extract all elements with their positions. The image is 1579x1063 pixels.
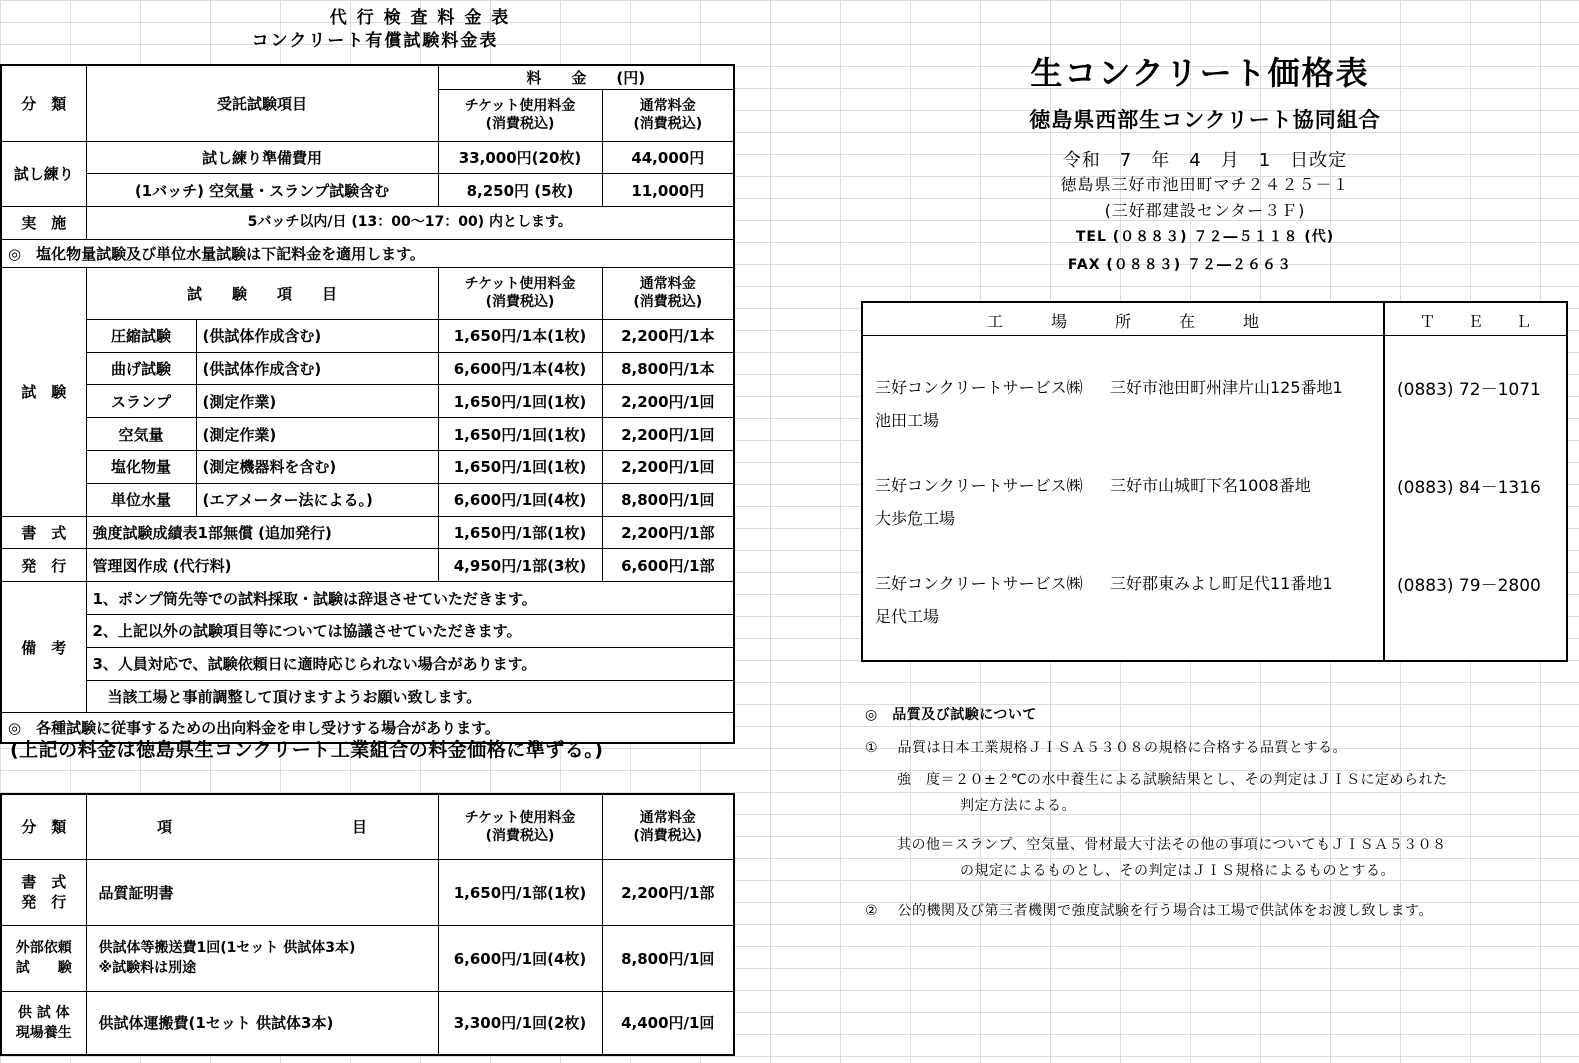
trial-ticket: 8,250円 (5枚) bbox=[438, 174, 602, 207]
test-row-normal: 8,800円/1本 bbox=[602, 352, 734, 385]
address: 徳島県三好市池田町マチ２４２５－１ bbox=[1060, 175, 1350, 194]
test-row-detail: (測定作業) bbox=[196, 418, 438, 451]
test-row-normal: 8,800円/1回 bbox=[602, 483, 734, 516]
doc-normal: 6,600円/1部 bbox=[602, 549, 734, 582]
doc-item: 管理図作成 (代行料) bbox=[86, 549, 438, 582]
factory-address: 三好市山城町下名1008番地 bbox=[1110, 476, 1311, 495]
t2-normal: 4,400円/1回 bbox=[602, 991, 734, 1055]
test-row-detail: (供試体作成含む) bbox=[196, 352, 438, 385]
factory-address: 三好郡東みよし町足代11番地1 bbox=[1110, 574, 1333, 593]
t2-item: 供試体運搬費(1セット 供試体3本) bbox=[86, 991, 438, 1055]
quality-line: 強 度＝２０±２℃の水中養生による試験結果とし、その判定はＪＩＳに定められた bbox=[897, 772, 1448, 788]
factory-plant: 足代工場 bbox=[875, 607, 940, 626]
test-header-item: 試 験 項 目 bbox=[86, 267, 438, 319]
doc-ticket: 1,650円/1部(1枚) bbox=[438, 516, 602, 549]
quality-line: 其の他＝スランプ、空気量、骨材最大寸法その他の事項についてもＪＩＳＡ５３０８ bbox=[897, 837, 1447, 853]
price-basis-note: (上記の料金は徳島県生コンクリート工業組合の料金価格に準ずる。) bbox=[10, 739, 604, 761]
test-row-name: 単位水量 bbox=[86, 483, 196, 516]
test-row-detail: (測定機器料を含む) bbox=[196, 451, 438, 484]
fax-number: FAX (０８８３) ７２―２６６３ bbox=[1067, 257, 1293, 273]
test-header-ticket: チケット使用料金 (消費税込) bbox=[438, 267, 602, 319]
factory-plant: 大歩危工場 bbox=[875, 509, 956, 528]
test-row-ticket: 1,650円/1本(1枚) bbox=[438, 319, 602, 352]
quality-line: の規定によるものとし、その判定はＪＩＳ規格によるものとする。 bbox=[960, 863, 1395, 879]
quality-line: 判定方法による。 bbox=[960, 798, 1076, 814]
revision-date: 令和 7 年 4 月 1 日改定 bbox=[1062, 150, 1348, 171]
implementation-text: 5バッチ以内/日 (13：00～17：00) 内とします。 bbox=[86, 207, 734, 240]
test-fee-table bbox=[0, 64, 735, 744]
remarks-label: 備 考 bbox=[1, 582, 86, 713]
test-header-normal: 通常料金 (消費税込) bbox=[602, 267, 734, 319]
header-price: 料 金 (円) bbox=[438, 65, 734, 89]
doc-ticket: 4,950円/1部(3枚) bbox=[438, 549, 602, 582]
factory-header-tel: Ｔ Ｅ Ｌ bbox=[1419, 312, 1532, 331]
factory-tel: (0883) 84－1316 bbox=[1397, 478, 1541, 498]
remark-line: 当該工場と事前調整して頂けますようお願い致します。 bbox=[86, 680, 734, 713]
t2-ticket: 1,650円/1部(1枚) bbox=[438, 859, 602, 925]
test-row-detail: (測定作業) bbox=[196, 385, 438, 418]
t2-ticket: 6,600円/1回(4枚) bbox=[438, 925, 602, 991]
header-normal-price: 通常料金 (消費税込) bbox=[602, 89, 734, 141]
factory-company: 三好コンクリートサービス㈱ bbox=[875, 476, 1083, 495]
test-row-ticket: 1,650円/1回(1枚) bbox=[438, 385, 602, 418]
t2-header-item: 項 目 bbox=[86, 794, 438, 859]
test-row-ticket: 1,650円/1回(1枚) bbox=[438, 418, 602, 451]
test-row-name: 空気量 bbox=[86, 418, 196, 451]
quality-heading: ◎ 品質及び試験について bbox=[865, 707, 1037, 723]
test-row-ticket: 6,600円/1回(4枚) bbox=[438, 483, 602, 516]
remark-line: 1、ポンプ筒先等での試料採取・試験は辞退させていただきます。 bbox=[86, 582, 734, 615]
test-row-normal: 2,200円/1回 bbox=[602, 385, 734, 418]
header-category: 分 類 bbox=[1, 65, 86, 141]
test-row-normal: 2,200円/1回 bbox=[602, 418, 734, 451]
factory-plant: 池田工場 bbox=[875, 411, 940, 430]
remark-line: 2、上記以外の試験項目等については協議させていただきます。 bbox=[86, 615, 734, 648]
doc-item: 強度試験成績表1部無償 (追加発行) bbox=[86, 516, 438, 549]
remark-line: 3、人員対応で、試験依頼日に適時応じられない場合があります。 bbox=[86, 647, 734, 680]
trial-item: 試し練り準備費用 bbox=[86, 141, 438, 174]
t2-category: 書 式 発 行 bbox=[1, 859, 86, 925]
header-ticket-price: チケット使用料金 (消費税込) bbox=[438, 89, 602, 141]
t2-item: 品質証明書 bbox=[86, 859, 438, 925]
trial-normal: 44,000円 bbox=[602, 141, 734, 174]
quality-cert-table bbox=[0, 793, 735, 1056]
test-row-normal: 2,200円/1回 bbox=[602, 451, 734, 484]
t2-normal: 2,200円/1部 bbox=[602, 859, 734, 925]
t2-header-normal: 通常料金 (消費税込) bbox=[602, 794, 734, 859]
factory-table bbox=[861, 301, 1568, 662]
trial-ticket: 33,000円(20枚) bbox=[438, 141, 602, 174]
test-row-name: 曲げ試験 bbox=[86, 352, 196, 385]
factory-company: 三好コンクリートサービス㈱ bbox=[875, 574, 1083, 593]
test-row-name: スランプ bbox=[86, 385, 196, 418]
t2-category: 外部依頼 試 験 bbox=[1, 925, 86, 991]
left-subtitle: コンクリート有償試験料金表 bbox=[251, 31, 499, 51]
t2-ticket: 3,300円/1回(2枚) bbox=[438, 991, 602, 1055]
test-row-normal: 2,200円/1本 bbox=[602, 319, 734, 352]
t2-category: 供 試 体 現場養生 bbox=[1, 991, 86, 1055]
tel-number: TEL (０８８３) ７２―５１１８ (代) bbox=[1075, 229, 1335, 245]
building: (三好郡建設センター３Ｆ) bbox=[1104, 201, 1306, 220]
quality-line: ① 品質は日本工業規格ＪＩＳＡ５３０８の規格に合格する品質とする。 bbox=[865, 740, 1347, 756]
left-title: 代 行 検 査 料 金 表 bbox=[329, 8, 511, 28]
test-row-ticket: 6,600円/1本(4枚) bbox=[438, 352, 602, 385]
chloride-note: ◎ 塩化物量試験及び単位水量試験は下記料金を適用します。 bbox=[1, 239, 734, 267]
t2-header-ticket: チケット使用料金 (消費税込) bbox=[438, 794, 602, 859]
quality-line: ② 公的機関及び第三者機関で強度試験を行う場合は工場で供試体をお渡し致します。 bbox=[865, 903, 1433, 919]
test-row-detail: (供試体作成含む) bbox=[196, 319, 438, 352]
trial-item: (1バッチ) 空気量・スランプ試験含む bbox=[86, 174, 438, 207]
test-row-detail: (エアメーター法による。) bbox=[196, 483, 438, 516]
header-item: 受託試験項目 bbox=[86, 65, 438, 141]
test-row-ticket: 1,650円/1回(1枚) bbox=[438, 451, 602, 484]
factory-company: 三好コンクリートサービス㈱ bbox=[875, 378, 1083, 397]
price-list-title: 生コンクリート価格表 bbox=[1030, 54, 1370, 92]
factory-header-location: 工 場 所 在 地 bbox=[986, 312, 1259, 331]
test-row-name: 塩化物量 bbox=[86, 451, 196, 484]
doc-category: 発 行 bbox=[1, 549, 86, 582]
factory-tel: (0883) 72－1071 bbox=[1397, 380, 1541, 400]
test-label: 試 験 bbox=[1, 267, 86, 516]
trial-normal: 11,000円 bbox=[602, 174, 734, 207]
t2-item: 供試体等搬送費1回(1セット 供試体3本) ※試験料は別途 bbox=[86, 925, 438, 991]
doc-normal: 2,200円/1部 bbox=[602, 516, 734, 549]
trial-label: 試し練り bbox=[1, 141, 86, 207]
t2-header-category: 分 類 bbox=[1, 794, 86, 859]
factory-tel: (0883) 79－2800 bbox=[1397, 576, 1541, 596]
association-name: 徳島県西部生コンクリート協同組合 bbox=[1029, 108, 1381, 132]
dispatch-note: ◎ 各種試験に従事するための出向料金を申し受けする場合があります。 bbox=[1, 713, 734, 743]
implementation-label: 実 施 bbox=[1, 207, 86, 240]
factory-address: 三好市池田町州津片山125番地1 bbox=[1110, 378, 1343, 397]
doc-category: 書 式 bbox=[1, 516, 86, 549]
t2-normal: 8,800円/1回 bbox=[602, 925, 734, 991]
test-row-name: 圧縮試験 bbox=[86, 319, 196, 352]
